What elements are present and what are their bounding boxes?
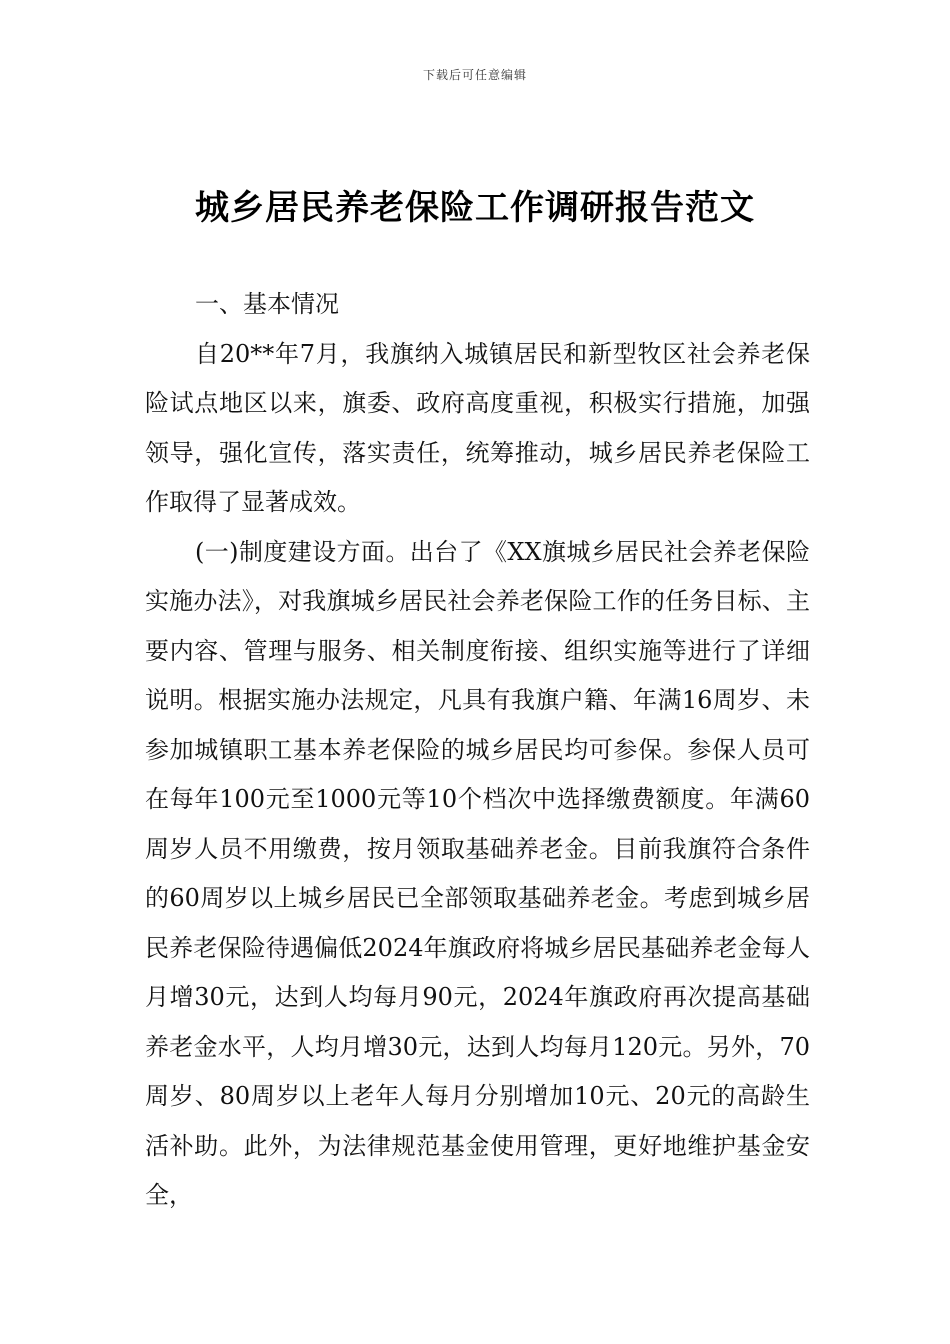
paragraph-system-construction: (一)制度建设方面。出台了《XX旗城乡居民社会养老保险实施办法》，对我旗城乡居民社会养老保险工作的任务目标、主要内容、管理与服务、相关制度衔接、组织实施等进行了详细说明。根据实施办法规定，凡具有我旗户籍、年满16周岁、未参加城镇职工基本养老保险的城乡居民均可参保。参保人员可在每年100元至1000元等10个档次中选择缴费额度。年满60周岁人员不用缴费，按月领取基础养老金。目前我旗符合条件的60周岁以上城乡居民已全部领取基础养老金。考虑到城乡居民养老保险待遇偏低2024年旗政府将城乡居民基础养老金每人月增30元，达到人均每月90元，2024年旗政府再次提高基础养老金水平，人均月增30元，达到人均每月120元。另外，70周岁、80周岁以上老年人每月分别增加10元、20元的高龄生活补助。此外，为法律规范基金使用管理，更好地维护基金安全， xyxy=(145,537,810,1209)
document-body xyxy=(145,280,810,1221)
section-heading: 一、基本情况 xyxy=(195,290,339,318)
paragraph-intro: 自20**年7月，我旗纳入城镇居民和新型牧区社会养老保险试点地区以来，旗委、政府高度重视，积极实行措施，加强领导，强化宣传，落实责任，统筹推动，城乡居民养老保险工作取得了显著成效。 xyxy=(145,339,810,516)
header-note: 下载后可任意编辑 xyxy=(422,68,527,82)
document-title: 城乡居民养老保险工作调研报告范文 xyxy=(195,188,755,228)
